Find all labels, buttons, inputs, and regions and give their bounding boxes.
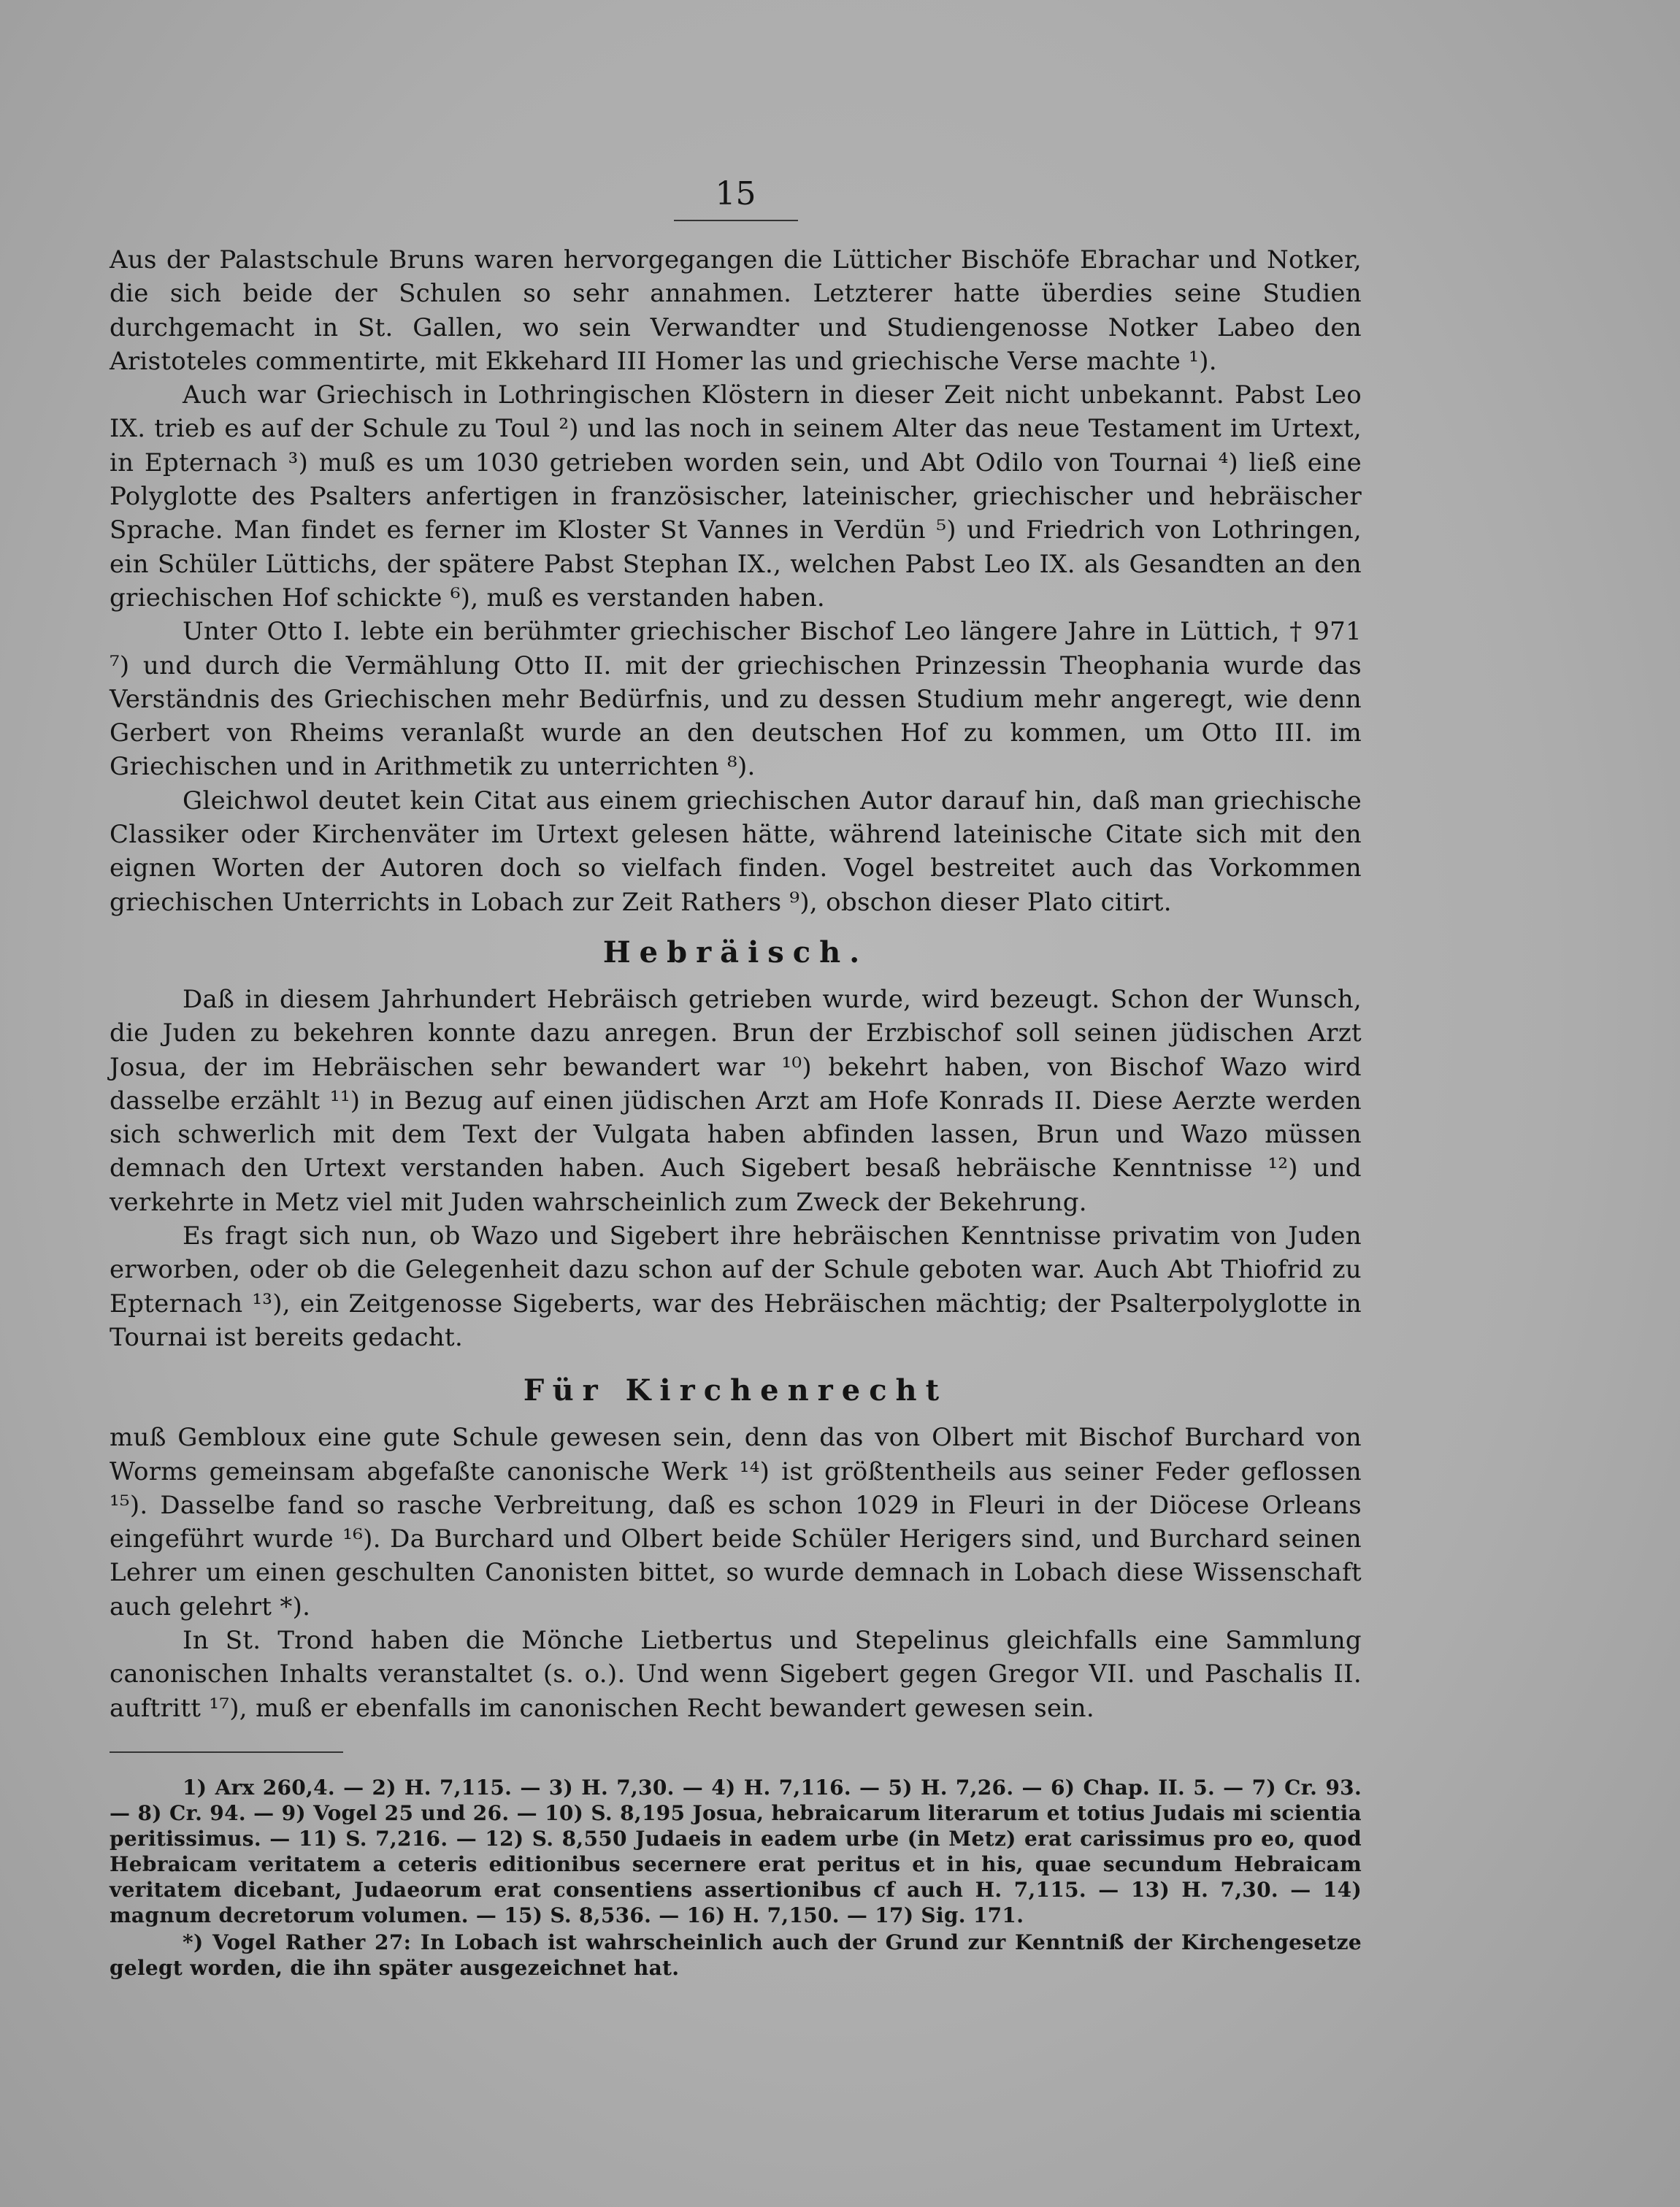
paragraph-palastschule: Aus der Palastschule Bruns waren hervorgegangen die Lütticher Bischöfe Ebrachar und Notker, die sich beide der Schulen so sehr annahmen. Letzterer hatte überdies seine Studien durchgemacht in St. Gallen, wo sein Verwandter und Studiengenosse Notker Labeo den Aristoteles commentirte, mit Ekkehard III Homer las und griechische Verse machte ¹). xyxy=(110,245,1362,376)
heading-hebraeisch: Hebräisch. xyxy=(602,934,869,970)
page-content xyxy=(110,175,1362,1981)
paragraph-griechisch: Auch war Griechisch in Lothringischen Klöstern in dieser Zeit nicht unbekannt. Pabst Leo IX. trieb es auf der Schule zu Toul ²) und las noch in seinem Alter das neue Testament im Urtext, in Epternach ³) muß es um 1030 getrieben worden sein, und Abt Odilo von Tournai ⁴) ließ eine Polyglotte des Psalters anfertigen in französischer, lateinischer, griechischer und hebräischer Sprache. Man findet es ferner im Kloster St Vannes in Verdün ⁵) und Friedrich von Lothringen, ein Schüler Lüttichs, der spätere Pabst Stephan IX., welchen Pabst Leo IX. als Gesandten an den griechischen Hof schickte ⁶), muß es verstanden haben. xyxy=(110,380,1362,613)
paragraph-st-trond: In St. Trond haben die Mönche Lietbertus und Stepelinus gleichfalls eine Sammlung canonischen Inhalts veranstaltet (s. o.). Und wenn Sigebert gegen Gregor VII. und Paschalis II. auftritt ¹⁷), muß er ebenfalls im canonischen Recht bewandert gewesen sein. xyxy=(110,1625,1362,1723)
paragraph-gleichwol: Gleichwol deutet kein Citat aus einem griechischen Autor darauf hin, daß man griechische Classiker oder Kirchenväter im Urtext gelesen hätte, während lateinische Citate sich mit den eignen Worten der Autoren doch so vielfach finden. Vogel bestreitet auch das Vorkommen griechischen Unterrichts in Lobach zur Zeit Rathers ⁹), obschon dieser Plato citirt. xyxy=(110,786,1362,917)
footnotes: 1) Arx 260,4. — 2) H. 7,115. — 3) H. 7,30. — 4) H. 7,116. — 5) H. 7,26. — 6) Chap. II. 5. — 7) Cr. 93. — 8) Cr. 94. — 9) Vogel 25 und 26. — 10) S. 8,195 Josua, hebraicarum literarum et totius Judais mi scientia peritissimus. — 11) S. 7,216. — 12) S. 8,550 Judaeis in eadem urbe (in Metz) erat carissimus pro eo, quod Hebraicam veritatem a ceteris editionibus secernere erat peritus et in his, quae secundum Hebraicam veritatem dicebant, Judaeorum erat consentiens assertionibus cf auch H. 7,115. — 13) H. 7,30. — 14) magnum decretorum volumen. — 15) S. 8,536. — 16) H. 7,150. — 17) Sig. 171. xyxy=(110,1775,1362,1927)
footnote-rule xyxy=(110,1751,343,1753)
heading-kirchenrecht: Für Kirchenrecht xyxy=(523,1373,948,1408)
footnote-star: *) Vogel Rather 27: In Lobach ist wahrscheinlich auch der Grund zur Kenntniß der Kirchengesetze gelegt worden, die ihn später ausgezeichnet hat. xyxy=(110,1930,1362,1980)
paragraph-wazo-sigebert: Es fragt sich nun, ob Wazo und Sigebert ihre hebräischen Kenntnisse privatim von Juden erworben, oder ob die Gelegenheit dazu schon auf der Schule geboten war. Auch Abt Thiofrid zu Epternach ¹³), ein Zeitgenosse Sigeberts, war des Hebräischen mächtig; der Psalterpolyglotte in Tournai ist bereits gedacht. xyxy=(110,1221,1362,1352)
page-number: 15 xyxy=(715,175,756,212)
paragraph-otto: Unter Otto I. lebte ein berühmter griechischer Bischof Leo längere Jahre in Lüttich, † 971 ⁷) und durch die Vermählung Otto II. mit der griechischen Prinzessin Theophania wurde das Verständnis des Griechischen mehr Bedürfnis, und zu dessen Studium mehr angeregt, wie denn Gerbert von Rheims veranlaßt wurde an den deutschen Hof zu kommen, um Otto III. im Griechischen und in Arithmetik zu unterrichten ⁸). xyxy=(110,617,1362,782)
header-rule xyxy=(674,220,798,221)
paragraph-hebraeisch: Daß in diesem Jahrhundert Hebräisch getrieben wurde, wird bezeugt. Schon der Wunsch, die Juden zu bekehren konnte dazu anregen. Brun der Erzbischof soll seinen jüdischen Arzt Josua, der im Hebräischen sehr bewandert war ¹⁰) bekehrt haben, von Bischof Wazo wird dasselbe erzählt ¹¹) in Bezug auf einen jüdischen Arzt am Hofe Konrads II. Diese Aerzte werden sich schwerlich mit dem Text der Vulgata haben abfinden lassen, Brun und Wazo müssen demnach den Urtext verstanden haben. Auch Sigebert besaß hebräische Kenntnisse ¹²) und verkehrte in Metz viel mit Juden wahrscheinlich zum Zweck der Bekehrung. xyxy=(110,984,1362,1217)
paragraph-gembloux: muß Gembloux eine gute Schule gewesen sein, denn das von Olbert mit Bischof Burchard von Worms gemeinsam abgefaßte canonische Werk ¹⁴) ist größtentheils aus seiner Feder geflossen ¹⁵). Dasselbe fand so rasche Verbreitung, daß es schon 1029 in Fleuri in der Diöcese Orleans eingeführt wurde ¹⁶). Da Burchard und Olbert beide Schüler Herigers sind, und Burchard seinen Lehrer um einen geschulten Canonisten bittet, so wurde demnach in Lobach diese Wissenschaft auch gelehrt *). xyxy=(110,1423,1362,1621)
